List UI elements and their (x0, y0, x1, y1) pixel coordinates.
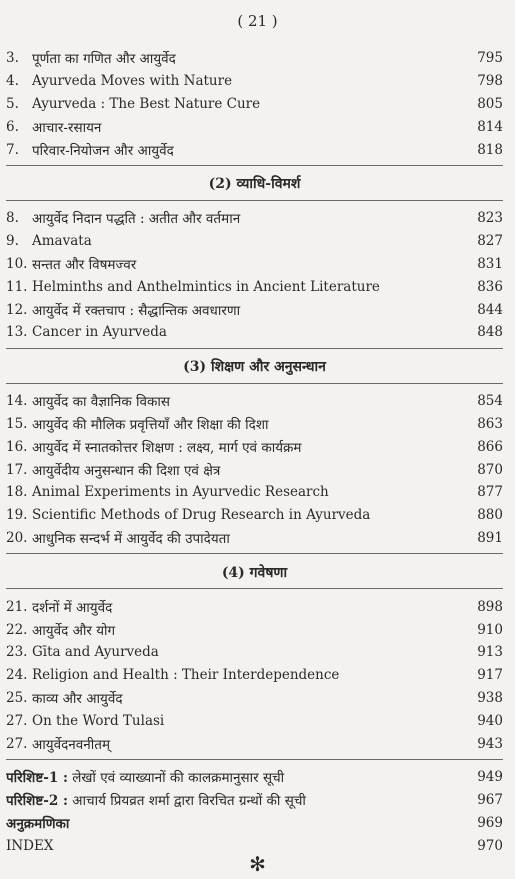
entry-page: 795 (477, 50, 503, 67)
entry-number: 5. (6, 95, 19, 112)
toc-entry[interactable] (6, 641, 503, 664)
entry-number: 27. (6, 735, 28, 752)
entry-page: 938 (477, 689, 503, 706)
entry-title: सन्तत और विषमज्वर (32, 256, 137, 273)
entry-page: 844 (477, 301, 503, 318)
entry-number: 18. (6, 484, 28, 501)
entry-number: 15. (6, 415, 28, 432)
entry-page: 877 (477, 484, 503, 501)
toc-entry[interactable] (6, 298, 503, 321)
entry-title: Scientific Methods of Drug Research in Ayurveda (32, 507, 371, 524)
toc-entry[interactable] (6, 709, 503, 732)
entry-number: 9. (6, 233, 19, 250)
appendix-page: 949 (477, 769, 503, 786)
end-asterisk-icon: ✻ (249, 852, 266, 876)
toc-entry[interactable] (6, 732, 503, 755)
appendix-page: 967 (477, 792, 503, 809)
entry-page: 898 (477, 598, 503, 615)
entry-number: 16. (6, 438, 28, 455)
entry-title: Amavata (32, 233, 92, 250)
toc-entry[interactable] (6, 93, 503, 116)
toc-entry[interactable] (6, 481, 503, 504)
toc-entry[interactable] (6, 413, 503, 436)
section-rule (6, 383, 503, 384)
entry-number: 27. (6, 712, 28, 729)
entry-number: 7. (6, 141, 19, 158)
entry-number: 22. (6, 621, 28, 638)
entry-title: आयुर्वेद में स्नातकोत्तर शिक्षण : लक्ष्य, मार्ग एवं कार्यक्रम (32, 439, 302, 456)
entry-number: 4. (6, 73, 19, 90)
entry-title: पूर्णता का गणित और आयुर्वेद (32, 51, 176, 68)
entry-number: 12. (6, 301, 28, 318)
toc-entry[interactable] (6, 115, 503, 138)
appendix-list (6, 766, 503, 857)
entry-number: 8. (6, 210, 19, 227)
appendix-entry[interactable] (6, 766, 503, 789)
entry-title: Helminths and Anthelmintics in Ancient Literature (32, 278, 380, 295)
entry-title: Animal Experiments in Ayurvedic Research (32, 484, 329, 501)
entry-page: 854 (477, 393, 503, 410)
entry-page: 805 (477, 95, 503, 112)
entry-title: दर्शनों में आयुर्वेद (32, 599, 113, 616)
entry-title: Gīta and Ayurveda (32, 644, 159, 661)
entry-title: आयुर्वेदीय अनुसन्धान की दिशा एवं क्षेत्र (32, 462, 221, 479)
appendix-label: अनुक्रमणिका (6, 815, 70, 832)
entry-title: Ayurveda Moves with Nature (32, 73, 233, 90)
entry-title: Ayurveda : The Best Nature Cure (32, 95, 261, 112)
section-rule (6, 348, 503, 349)
section-rule (6, 200, 503, 201)
appendix-label: परिशिष्ट-2 : (6, 793, 68, 810)
page-number: ( 21 ) (237, 12, 278, 30)
entry-number: 10. (6, 255, 28, 272)
toc-entry[interactable] (6, 618, 503, 641)
entry-page: 891 (477, 529, 503, 546)
entry-number: 21. (6, 598, 28, 615)
entry-page: 827 (477, 233, 503, 250)
entry-title: आयुर्वेद का वैज्ञानिक विकास (32, 394, 171, 411)
toc-entry[interactable] (6, 275, 503, 298)
toc-entry[interactable] (6, 207, 503, 230)
entry-number: 25. (6, 689, 28, 706)
section-rule (6, 165, 503, 166)
entry-page: 814 (477, 118, 503, 135)
entry-number: 6. (6, 118, 19, 135)
entry-page: 870 (477, 461, 503, 478)
toc-entry[interactable] (6, 435, 503, 458)
entry-page: 943 (477, 735, 503, 752)
entry-number: 19. (6, 507, 28, 524)
entry-number: 23. (6, 644, 28, 661)
section-rule (6, 553, 503, 554)
entry-number: 3. (6, 50, 19, 67)
toc-entry[interactable] (6, 504, 503, 527)
entry-number: 24. (6, 667, 28, 684)
entry-number: 11. (6, 278, 28, 295)
entry-page: 798 (477, 73, 503, 90)
appendix-label: परिशिष्ट-1 : (6, 770, 68, 787)
entry-page: 831 (477, 255, 503, 272)
entry-title: आयुर्वेद की मौलिक प्रवृत्तियाँ और शिक्षा की दिशा (32, 416, 269, 433)
appendix-title: आचार्य प्रियव्रत शर्मा द्वारा विरचित ग्रन्थों की सूची (72, 793, 306, 810)
entry-page: 863 (477, 415, 503, 432)
toc-entry[interactable] (6, 70, 503, 93)
entry-page: 818 (477, 141, 503, 158)
toc-entry[interactable] (6, 47, 503, 70)
entry-title: आयुर्वेद और योग (32, 622, 116, 639)
entry-title: आयुर्वेदनवनीतम् (32, 736, 111, 753)
entry-page: 917 (477, 667, 503, 684)
section-rule (6, 588, 503, 589)
entry-title: आयुर्वेद निदान पद्धति : अतीत और वर्तमान (32, 211, 241, 228)
toc-entry[interactable] (6, 253, 503, 276)
entry-page: 823 (477, 210, 503, 227)
toc-entry[interactable] (6, 527, 503, 550)
entry-number: 17. (6, 461, 28, 478)
section-heading: (4) गवेषणा (221, 564, 288, 581)
entry-page: 836 (477, 278, 503, 295)
appendix-title: INDEX (6, 837, 54, 854)
entry-title: आयुर्वेद में रक्तचाप : सैद्धान्तिक अवधारणा (32, 302, 241, 319)
toc-entry[interactable] (6, 595, 503, 618)
entry-page: 866 (477, 438, 503, 455)
toc-entry[interactable] (6, 321, 503, 344)
appendix-title: लेखों एवं व्याख्यानों की कालक्रमानुसार सूची (72, 770, 285, 787)
entry-page: 913 (477, 644, 503, 661)
toc-entry[interactable] (6, 390, 503, 413)
appendix-entry[interactable] (6, 789, 503, 812)
section-rule (6, 759, 503, 760)
entry-title: On the Word Tulasi (32, 712, 165, 729)
entry-title: परिवार-नियोजन और आयुर्वेद (32, 142, 174, 159)
entry-page: 848 (477, 324, 503, 341)
entry-page: 910 (477, 621, 503, 638)
entry-number: 13. (6, 324, 28, 341)
entry-title: Religion and Health : Their Interdependence (32, 667, 340, 684)
entry-number: 20. (6, 529, 28, 546)
toc-entry[interactable] (6, 687, 503, 710)
appendix-page: 969 (477, 814, 503, 831)
section-heading: (3) शिक्षण और अनुसन्धान (183, 359, 326, 376)
table-of-contents (6, 47, 503, 857)
entry-page: 940 (477, 712, 503, 729)
entry-title: काव्य और आयुर्वेद (32, 690, 123, 707)
entry-title: Cancer in Ayurveda (32, 324, 167, 341)
appendix-page: 970 (477, 837, 503, 854)
entry-page: 880 (477, 507, 503, 524)
toc-entry[interactable] (6, 138, 503, 161)
toc-entry[interactable] (6, 230, 503, 253)
entry-number: 14. (6, 393, 28, 410)
toc-entry[interactable] (6, 664, 503, 687)
entry-title: आधुनिक सन्दर्भ में आयुर्वेद की उपादेयता (32, 530, 230, 547)
toc-entry[interactable] (6, 458, 503, 481)
appendix-entry[interactable] (6, 812, 503, 835)
entry-title: आचार-रसायन (32, 119, 102, 136)
section-heading: (2) व्याधि-विमर्श (208, 176, 301, 193)
